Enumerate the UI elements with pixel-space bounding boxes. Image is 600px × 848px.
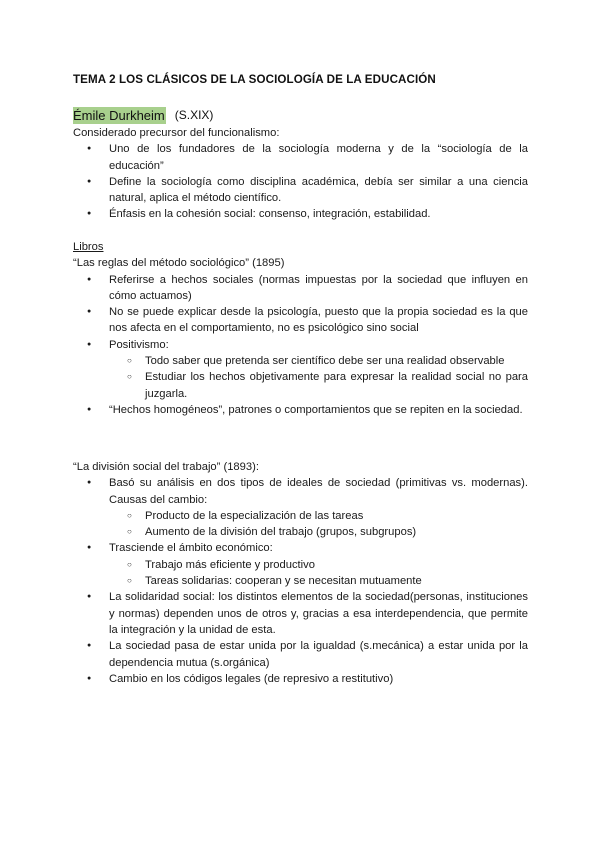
books-section [73,239,528,418]
sub-list-item: ○ Aumento de la división del trabajo (grupos, subgrupos) [73,524,528,540]
list-item: ● Referirse a hechos sociales (normas impuestas por la sociedad que influyen en cómo actuamos) [73,272,528,305]
list-item: ● No se puede explicar desde la psicología, puesto que la propia sociedad es la que nos afecta en el comportamiento, no es psicológico sino social [73,304,528,337]
list-item: ● La solidaridad social: los distintos elementos de la sociedad(personas, instituciones y normas) dependen unos de otros y, gracias a esa interdependencia, que permite la integración y la unidad de esta. [73,589,528,638]
book2-list [73,475,528,687]
list-item: ● Positivismo: [73,337,528,353]
intro-list [73,141,528,222]
list-item: ● “Hechos homogéneos”, patrones o comportamientos que se repiten en la sociedad. [73,402,528,418]
sub-list-item: ○ Todo saber que pretenda ser científico debe ser una realidad observable [73,353,528,369]
intro-section [73,125,528,223]
author-heading [73,107,213,124]
list-item: ● La sociedad pasa de estar unida por la igualdad (s.mecánica) a estar unida por la dependencia mutua (s.orgánica) [73,638,528,671]
sub-list-item: ○ Producto de la especialización de las tareas [73,508,528,524]
list-item: ● Trasciende el ámbito económico: [73,540,528,556]
book-title: “Las reglas del método sociológico” (1895) [73,257,285,270]
books-heading: Libros [73,241,104,253]
page-title: TEMA 2 LOS CLÁSICOS DE LA SOCIOLOGÍA DE LA EDUCACIÓN [73,73,436,86]
sub-list-item: ○ Tareas solidarias: cooperan y se necesitan mutuamente [73,573,528,589]
list-item: ● Énfasis en la cohesión social: consenso, integración, estabilidad. [73,206,528,222]
sub-list-item: ○ Estudiar los hechos objetivamente para expresar la realidad social no para juzgarla. [73,369,528,402]
book2-section [73,459,528,687]
book-title: “La división social del trabajo” (1893): [73,461,259,473]
list-item: ● Uno de los fundadores de la sociología moderna y de la “sociología de la educación” [73,141,528,174]
list-item: ● Define la sociología como disciplina académica, debía ser similar a una ciencia natural, aplica el método científico. [73,174,528,207]
sub-list-item: ○ Trabajo más eficiente y productivo [73,557,528,573]
intro-lead: Considerado precursor del funcionalismo: [73,127,280,139]
list-item: ● Basó su análisis en dos tipos de ideales de sociedad (primitivas vs. modernas). Causas del cambio: [73,475,528,508]
author-name: Émile Durkheim [73,108,165,123]
book1-list [73,272,528,419]
author-era: (S.XIX) [174,108,214,123]
list-item: ● Cambio en los códigos legales (de represivo a restitutivo) [73,671,528,687]
